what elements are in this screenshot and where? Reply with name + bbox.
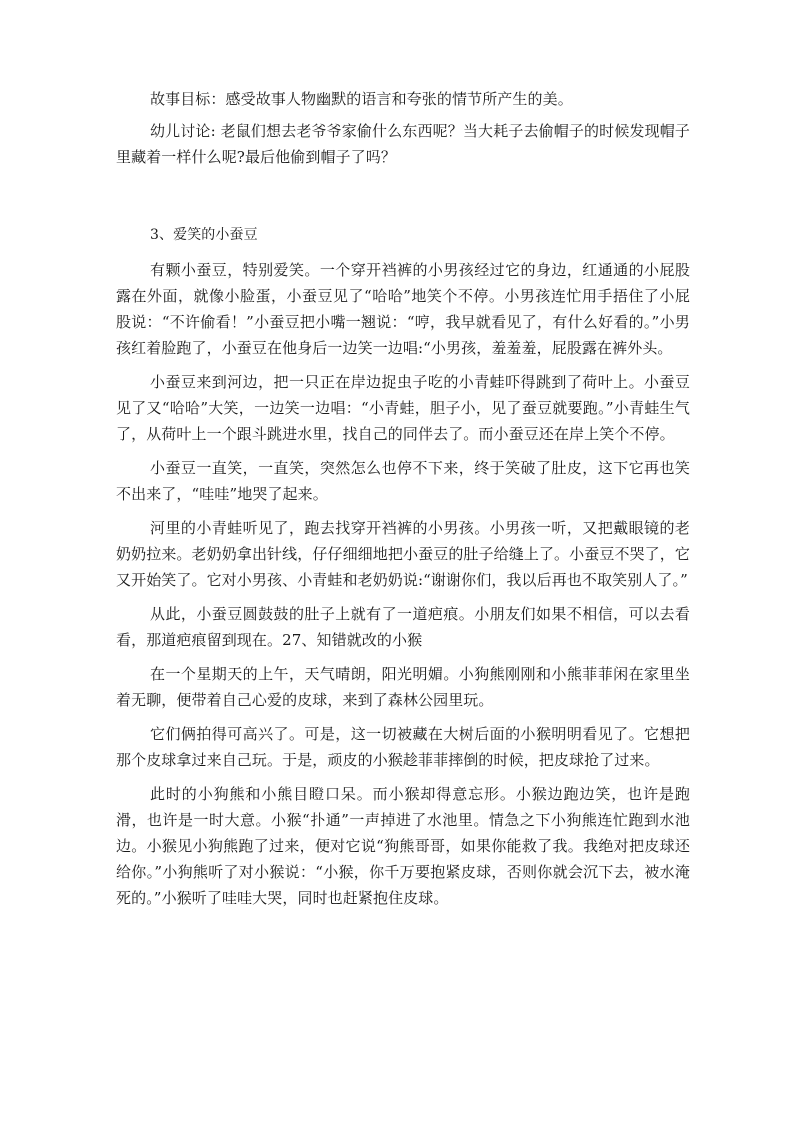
story-title: 3、爱笑的小蚕豆 [150,227,258,243]
story-paragraph-3: 小蚕豆一直笑，一直笑，突然怎么也停不下来，终于笑破了肚皮，这下它再也笑不出来了，“哇哇”地哭了起来。 [116,459,690,503]
story-goal-paragraph: 故事目标：感受故事人物幽默的语言和夸张的情节所产生的美。 [150,90,573,108]
story-paragraph-4: 河里的小青蛙听见了，跑去找穿开裆裤的小男孩。小男孩一听，又把戴眼镜的老奶奶拉来。老奶奶拿出针线，仔仔细细地把小蚕豆的肚子给缝上了。小蚕豆不哭了，它又开始笑了。它对小男孩、小青蛙和老奶奶说:“谢谢你们，我以后再也不取笑别人了。” [116,519,690,589]
story-paragraph-8: 此时的小狗熊和小熊目瞪口呆。而小猴却得意忘形。小猴边跑边笑，也许是跑滑，也许是一时大意。小猴“扑通”一声掉进了水池里。情急之下小狗熊连忙跑到水池边。小猴见小狗熊跑了过来，便对它说“狗熊哥哥，如果你能救了我。我绝对把皮球还给你。”小狗熊听了对小猴说：“小猴，你千万要抱紧皮球，否则你就会沉下去，被水淹死的。”小猴听了哇哇大哭，同时也赶紧抱住皮球。 [116,785,690,907]
story-paragraph-2: 小蚕豆来到河边，把一只正在岸边捉虫子吃的小青蛙吓得跳到了荷叶上。小蚕豆见了又“哈哈”大笑，一边笑一边唱：“小青蛙，胆子小，见了蚕豆就要跑。”小青蛙生气了，从荷叶上一个跟斗跳进水里，找自己的同伴去了。而小蚕豆还在岸上笑个不停。 [116,373,690,443]
discussion-paragraph: 幼儿讨论: 老鼠们想去老爷爷家偷什么东西呢？当大耗子去偷帽子的时候发现帽子里藏着一样什么呢?最后他偷到帽子了吗？ [116,122,690,166]
document-page [116,86,690,919]
story-paragraph-6: 在一个星期天的上午，天气晴朗，阳光明媚。小狗熊刚刚和小熊菲菲闲在家里坐着无聊，便带着自己心爱的皮球，来到了森林公园里玩。 [116,665,690,709]
story-paragraph-5: 从此，小蚕豆圆鼓鼓的肚子上就有了一道疤痕。小朋友们如果不相信，可以去看看，那道疤痕留到现在。27、知错就改的小猴 [116,605,690,649]
story-paragraph-7: 它们俩拍得可高兴了。可是，这一切被藏在大树后面的小猴明明看见了。它想把那个皮球拿过来自己玩。于是，顽皮的小猴趁菲菲摔倒的时候，把皮球抢了过来。 [116,725,690,769]
story-paragraph-1: 有颗小蚕豆，特别爱笑。一个穿开裆裤的小男孩经过它的身边，红通通的小屁股露在外面，就像小脸蛋，小蚕豆见了“哈哈”地笑个不停。小男孩连忙用手捂住了小屁股说：“不许偷看！”小蚕豆把小嘴一翘说：“哼，我早就看见了，有什么好看的。”小男孩红着脸跑了，小蚕豆在他身后一边笑一边唱:“小男孩，羞羞羞，屁股露在裤外头。 [116,261,690,357]
